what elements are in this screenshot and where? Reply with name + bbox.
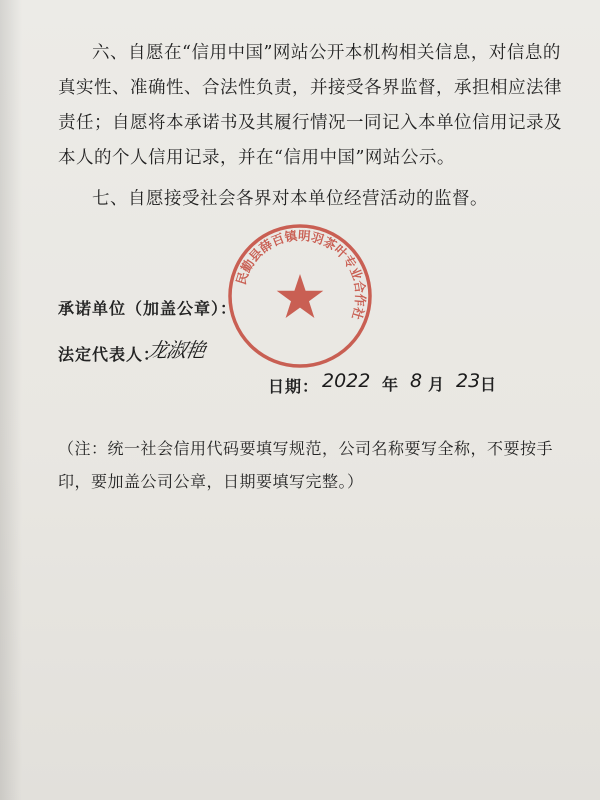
paragraph-six (58, 36, 578, 176)
date-month-unit: 月 (428, 375, 446, 394)
svg-text:民勤县薛百镇明羽茶叶专业合作社: 民勤县薛百镇明羽茶叶专业合作社 (233, 227, 369, 322)
handwritten-signature: 龙淑艳 (145, 338, 207, 362)
paragraph-seven-text: 七、自愿接受社会各界对本单位经营活动的监督。 (92, 189, 488, 209)
date-year-unit: 年 (382, 375, 400, 394)
date-day-unit: 日 (480, 375, 498, 394)
page-shadow (0, 0, 22, 800)
sign-unit-label: 承诺单位（加盖公章）： (58, 299, 238, 318)
paragraph-seven (58, 182, 578, 217)
date-year: 2022 (322, 370, 371, 392)
company-seal-stamp (226, 222, 374, 370)
date-label: 日期： (268, 377, 320, 396)
legal-rep-label: 法定代表人： (58, 345, 161, 364)
paragraph-six-text: 六、自愿在“信用中国”网站公开本机构相关信息，对信息的真实性、准确性、合法性负责，并接受各界监督，承担相应法律责任；自愿将本承诺书及其履行情况一同记入本单位信用记录及本人的个人信用记录，并在“信用中国”网站公示。 (58, 43, 562, 168)
date-day: 23 (456, 370, 481, 392)
date-month: 8 (410, 370, 423, 392)
footnote: （注：统一社会信用代码要填写规范，公司名称要写全称，不要按手印，要加盖公司公章，日期要填写完整。） (58, 439, 554, 491)
